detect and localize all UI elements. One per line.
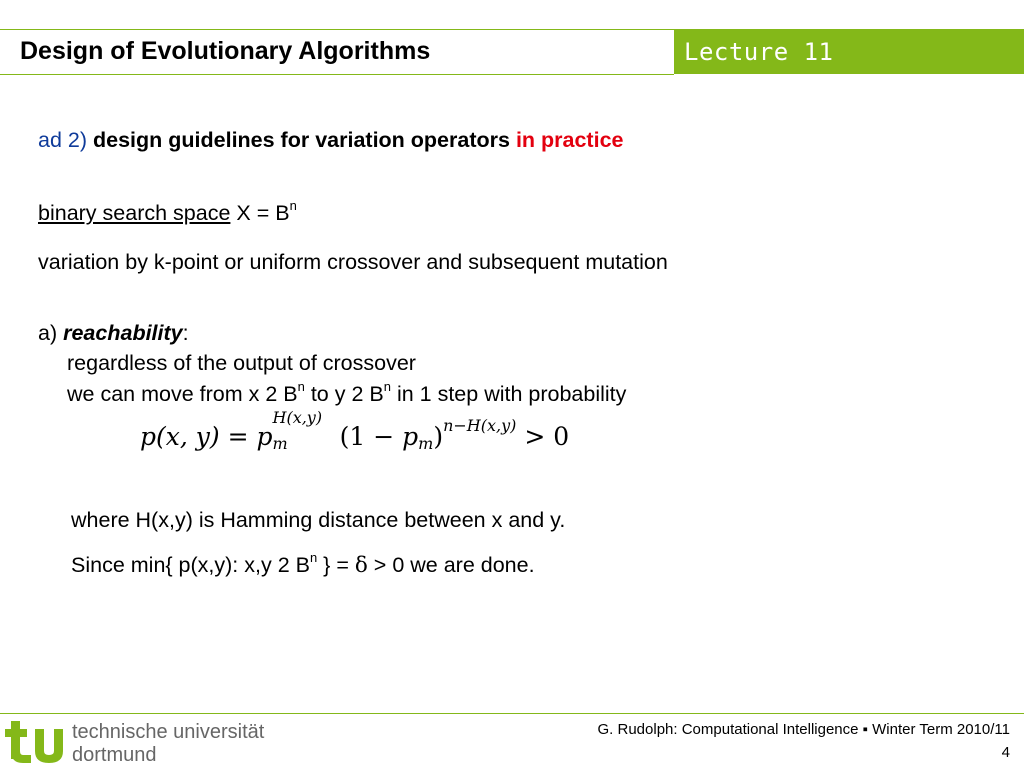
formula-pm-subscript: m [272, 434, 288, 453]
section-heading-highlight: in practice [515, 128, 624, 152]
lecture-label: Lecture 11 [684, 38, 834, 66]
search-space-exponent: n [289, 198, 297, 213]
conclusion-text-3: > 0 we are done. [367, 553, 535, 577]
search-space-label: binary search space [38, 201, 231, 225]
formula-pm-base: p [256, 422, 273, 451]
item-a-colon: : [182, 321, 189, 345]
tu-logo-icon [5, 719, 67, 770]
conclusion-text-1: Since min{ p(x,y): x,y 2 B [71, 553, 310, 577]
item-a-term: reachability [63, 321, 183, 345]
formula-rhs: > 0 [516, 422, 570, 451]
formula-equals: = [219, 422, 257, 451]
move-text-1: we can move from x 2 B [67, 382, 298, 406]
formula-paren-p: p [402, 422, 419, 451]
university-name-line2: dortmund [72, 744, 157, 766]
regardless-line: regardless of the output of crossover [67, 351, 416, 375]
formula-paren-subscript: m [418, 434, 434, 453]
item-a-prefix: a) [38, 321, 58, 345]
formula-pm-exponent: H(x,y) [272, 408, 323, 427]
university-name-line1: technische universität [72, 721, 265, 743]
section-heading [38, 128, 623, 153]
move-text-2: to y 2 B [304, 382, 384, 406]
page-number: 4 [1001, 744, 1010, 761]
delta-symbol: δ [354, 553, 368, 578]
hamming-line: where H(x,y) is Hamming distance between x and y. [71, 508, 566, 532]
section-heading-bold: design guidelines for variation operators [93, 128, 510, 152]
footer-rule [0, 713, 1024, 714]
formula-paren-exponent: n−H(x,y) [443, 416, 517, 435]
slide-title: Design of Evolutionary Algorithms [20, 37, 431, 65]
formula-lhs: p(x, y) [140, 422, 220, 451]
move-exponent-2: n [383, 379, 391, 394]
formula-paren-open: (1 − [331, 422, 403, 451]
conclusion-line [71, 550, 535, 579]
variation-line: variation by k-point or uniform crossover and subsequent mutation [38, 250, 668, 274]
move-exponent-1: n [297, 379, 305, 394]
university-name [72, 721, 264, 767]
search-space-line [38, 198, 297, 226]
probability-formula [140, 408, 570, 453]
search-space-equation: X = B [236, 201, 290, 225]
formula-paren-close: ) [433, 422, 444, 451]
move-line [67, 379, 627, 407]
header-bottom-rule [0, 74, 674, 75]
footer-credit: G. Rudolph: Computational Intelligence ▪ Winter Term 2010/11 [597, 721, 1010, 738]
move-text-3: in 1 step with probability [390, 382, 627, 406]
conclusion-text-2: } = [317, 553, 355, 577]
item-a-heading [38, 321, 189, 346]
section-prefix: ad 2) [38, 128, 88, 152]
conclusion-exponent: n [309, 550, 318, 565]
